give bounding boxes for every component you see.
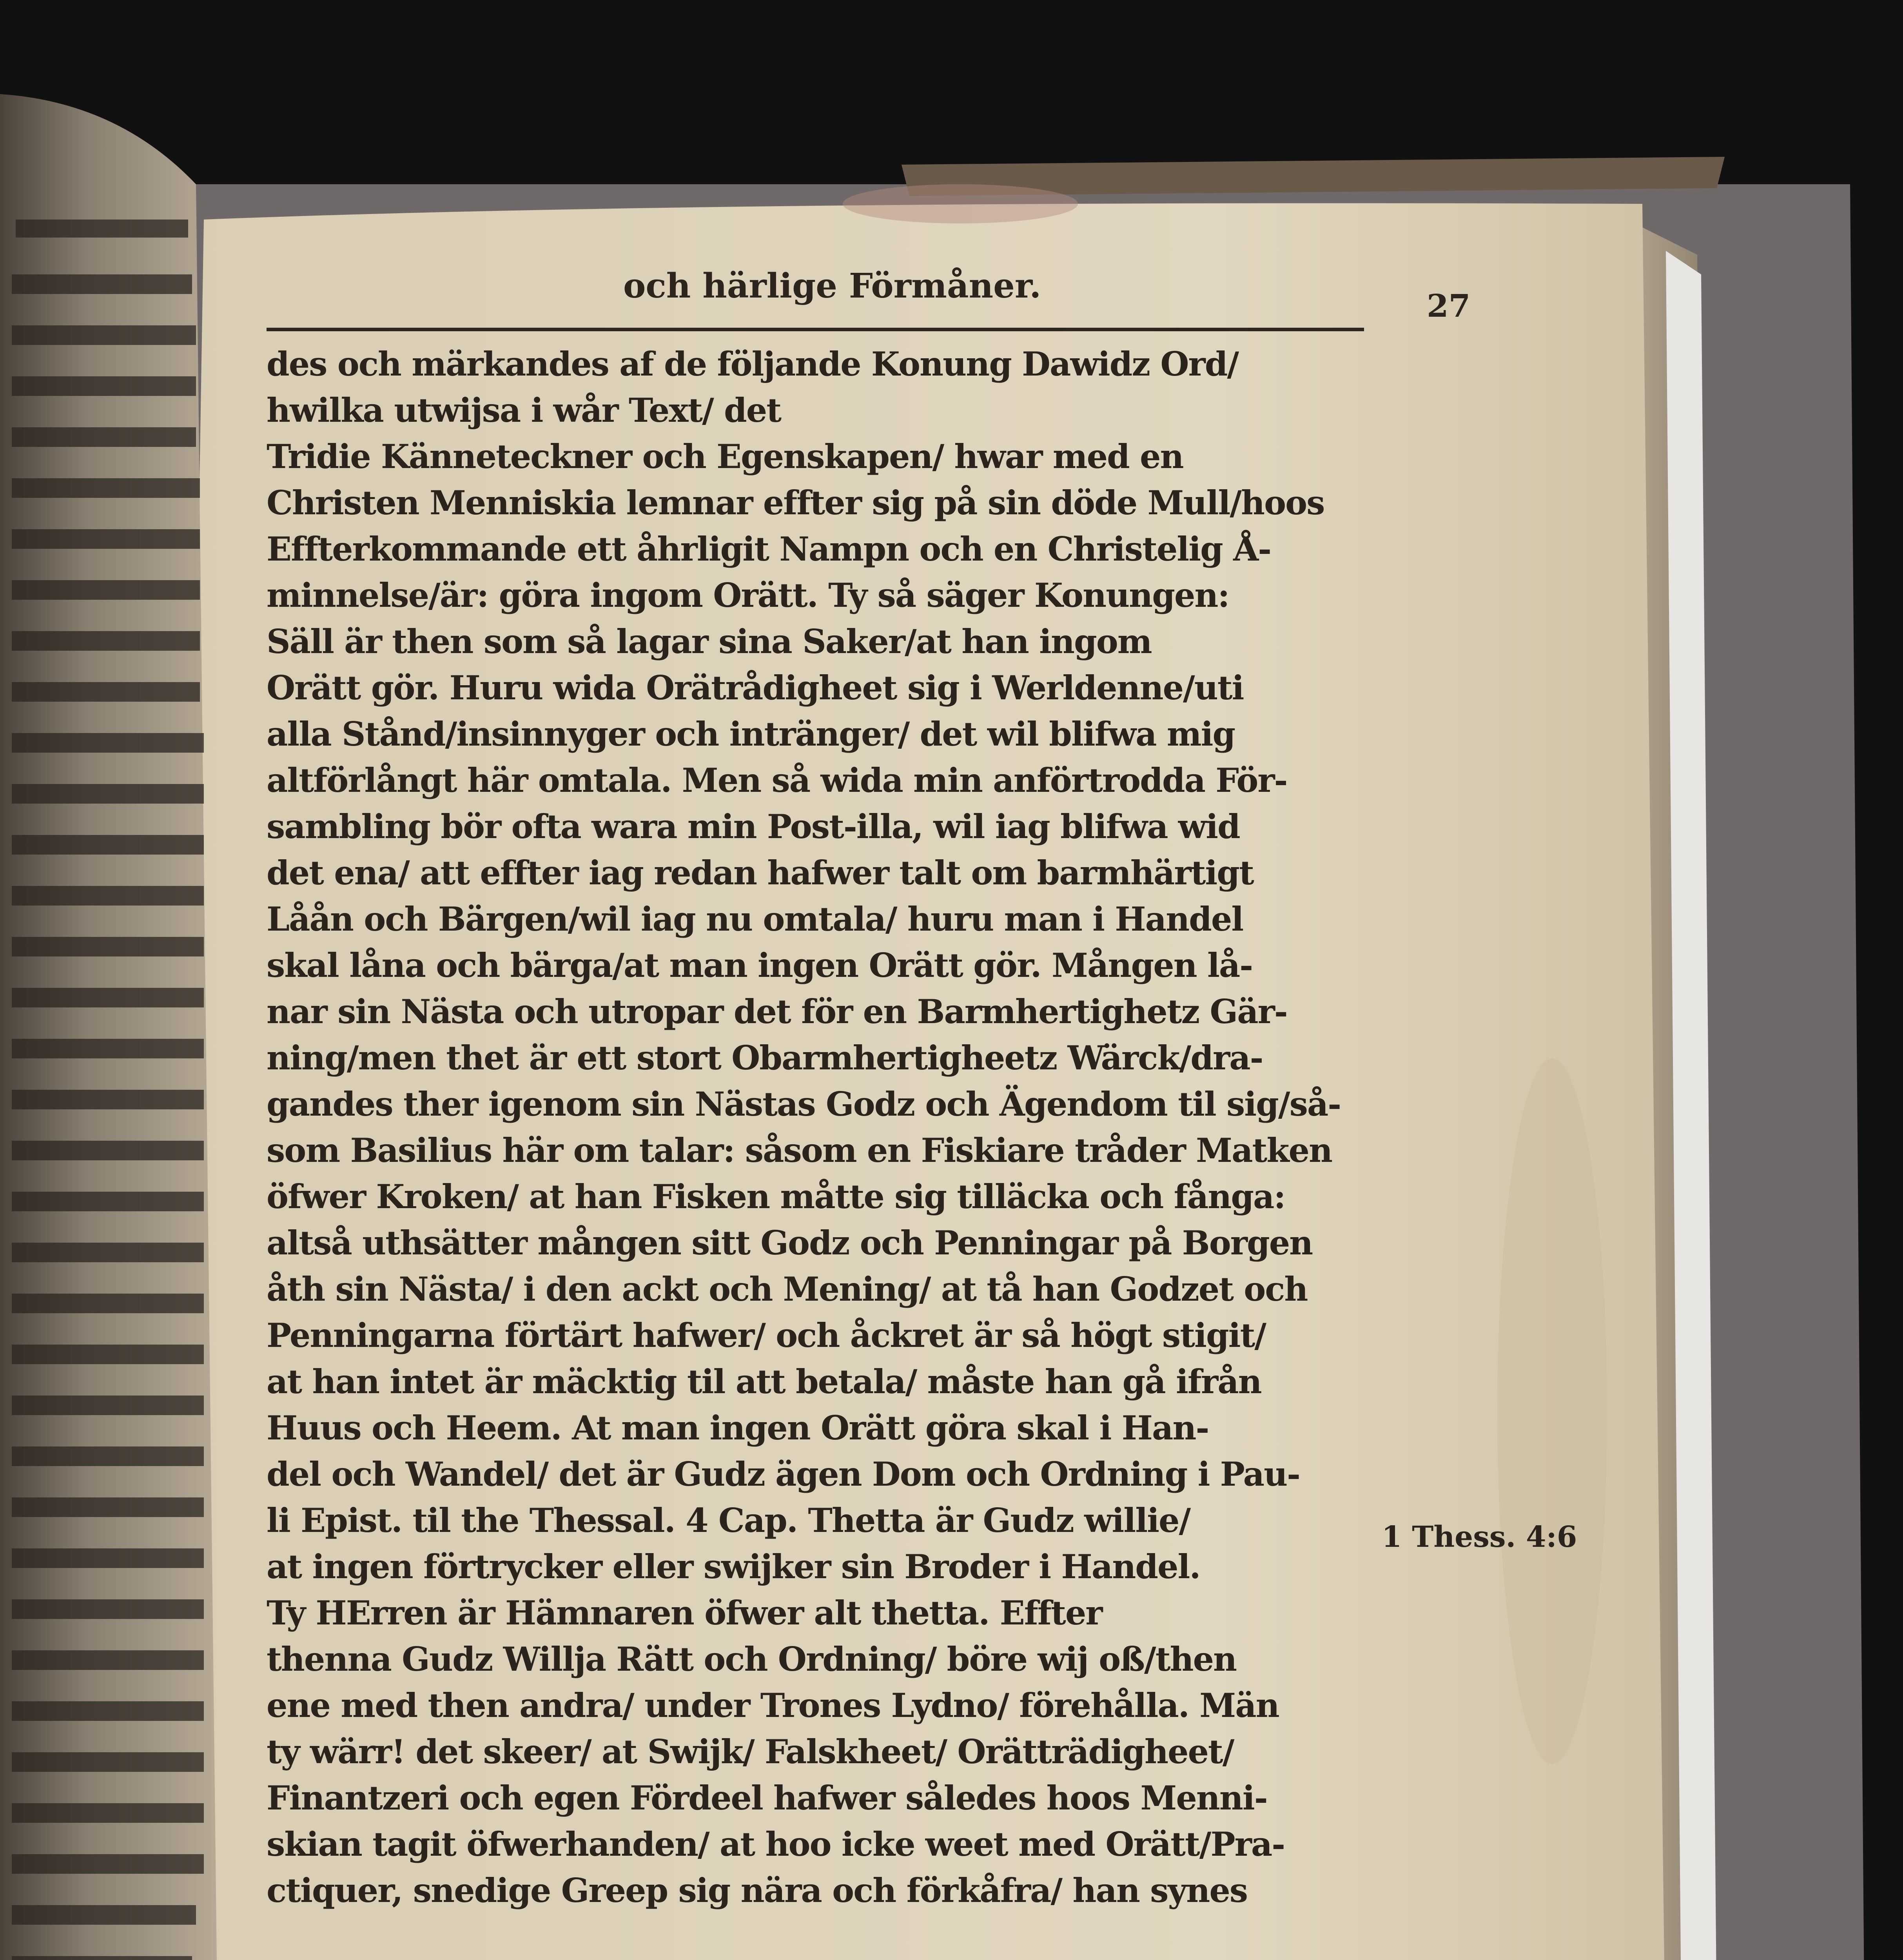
text-line: li Epist. til the Thessal. 4 Cap. Thetta är Gudz willie/ bbox=[267, 1501, 1190, 1540]
text-line: hwilka utwijsa i wår Text/ det bbox=[267, 391, 781, 430]
text-line: skian tagit öfwerhanden/ at hoo icke weet med Orätt/Pra- bbox=[267, 1825, 1285, 1864]
left-page bbox=[0, 94, 220, 1960]
text-line: Effterkommande ett åhrligit Nampn och en Christelig Å- bbox=[267, 530, 1271, 568]
text-line: ning/men thet är ett stort Obarmhertigheetz Wärck/dra- bbox=[267, 1038, 1263, 1077]
text-line: sambling bör ofta wara min Post-illa, wil iag blifwa wid bbox=[267, 807, 1240, 846]
header-rule bbox=[267, 328, 1364, 331]
text-line: gandes ther igenom sin Nästas Godz och Ägendom til sig/så- bbox=[267, 1085, 1341, 1123]
text-line: nar sin Nästa och utropar det för en Barmhertighetz Gär- bbox=[267, 992, 1287, 1031]
text-line: altförlångt här omtala. Men så wida min anförtrodda För- bbox=[267, 761, 1287, 800]
running-head: och härlige Förmåner. bbox=[623, 266, 1041, 306]
margin-note: 1 Thess. 4:6 bbox=[1382, 1520, 1577, 1554]
text-line: Orätt gör. Huru wida Orätrådigheet sig i Werldenne/uti bbox=[267, 668, 1244, 707]
text-line: altså uthsätter mången sitt Godz och Penningar på Borgen bbox=[267, 1223, 1313, 1262]
text-line: ctiquer, snedige Greep sig nära och förkåfra/ han synes bbox=[267, 1871, 1248, 1910]
text-line: Ty HErren är Hämnaren öfwer alt thetta. Effter bbox=[267, 1593, 1102, 1632]
text-line: Tridie Känneteckner och Egenskapen/ hwar med en bbox=[267, 437, 1183, 476]
text-line: åth sin Nästa/ i den ackt och Mening/ at tå han Godzet och bbox=[267, 1270, 1308, 1308]
text-line: del och Wandel/ det är Gudz ägen Dom och Ordning i Pau- bbox=[267, 1455, 1300, 1494]
text-line: Säll är then som så lagar sina Saker/at han ingom bbox=[267, 622, 1152, 661]
text-line: Christen Menniskia lemnar effter sig på sin döde Mull/hoos bbox=[267, 483, 1324, 522]
text-line: Finantzeri och egen Fördeel hafwer således hoos Menni- bbox=[267, 1779, 1267, 1817]
text-line: skal låna och bärga/at man ingen Orätt gör. Mången lå- bbox=[267, 946, 1253, 985]
text-line: thenna Gudz Willja Rätt och Ordning/ böre wij oß/then bbox=[267, 1640, 1237, 1679]
text-line: at han intet är mäcktig til att betala/ måste han gå ifrån bbox=[267, 1362, 1261, 1401]
stain bbox=[843, 184, 1078, 223]
text-line: Penningarna förtärt hafwer/ och åckret är så högt stigit/ bbox=[267, 1316, 1266, 1355]
text-line: öfwer Kroken/ at han Fisken måtte sig tilläcka och fånga: bbox=[267, 1177, 1285, 1216]
text-line: des och märkandes af de följande Konung Dawidz Ord/ bbox=[267, 345, 1239, 383]
text-line: minnelse/är: göra ingom Orätt. Ty så säger Konungen: bbox=[267, 576, 1229, 615]
text-line: som Basilius här om talar: såsom en Fiskiare tråder Matken bbox=[267, 1131, 1332, 1170]
text-line: at ingen förtrycker eller swijker sin Broder i Handel. bbox=[267, 1547, 1200, 1586]
text-line: Huus och Heem. At man ingen Orätt göra skal i Han- bbox=[267, 1408, 1209, 1447]
text-line: ene med then andra/ under Trones Lydno/ förehålla. Män bbox=[267, 1686, 1279, 1725]
text-line: ty wärr! det skeer/ at Swijk/ Falskheet/ Orätträdigheet/ bbox=[267, 1732, 1234, 1771]
text-line: det ena/ att effter iag redan hafwer talt om barmhärtigt bbox=[267, 853, 1254, 892]
page-number: 27 bbox=[1427, 287, 1471, 324]
stain bbox=[1497, 1058, 1607, 1764]
text-line: alla Stånd/insinnyger och intränger/ det wil blifwa mig bbox=[267, 715, 1235, 753]
text-line: Låån och Bärgen/wil iag nu omtala/ huru man i Handel bbox=[267, 900, 1243, 938]
